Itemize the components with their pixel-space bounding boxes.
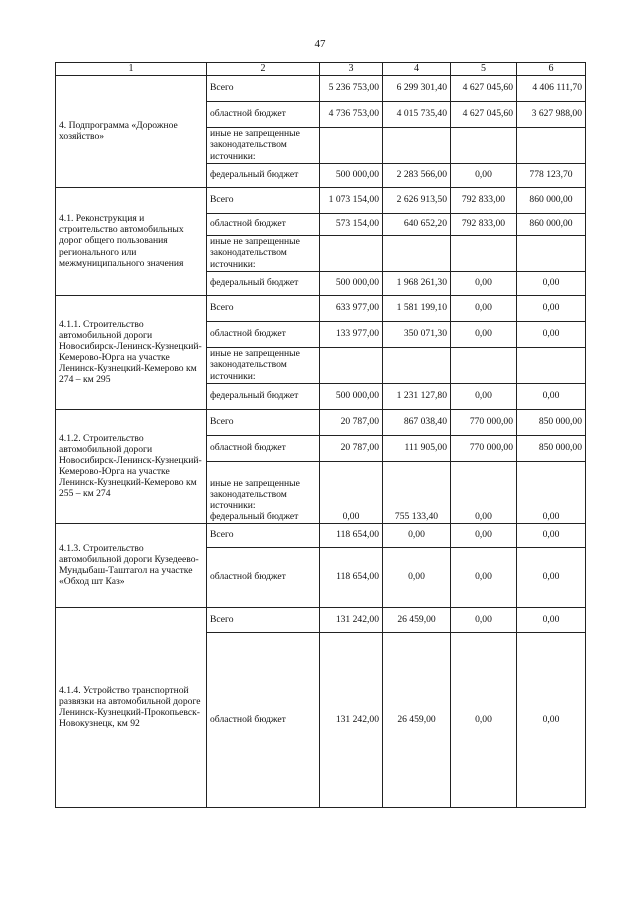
source-total: Всего	[207, 75, 320, 101]
value-cell: 770 000,00	[451, 435, 517, 461]
value-cell: 573 154,00	[320, 213, 383, 235]
table-row	[56, 295, 586, 321]
value-cell: 26 459,00	[383, 632, 451, 807]
table-row	[56, 75, 586, 101]
source-other: иные не запрещенные законодательством источники:	[207, 127, 320, 163]
source-other: иные не запрещенные законодательством источники:	[210, 478, 300, 512]
value-cell: 0,00	[451, 607, 517, 632]
program-name: 4.1.1. Строительство автомобильной дороги Новосибирск-Ленинск-Кузнецкий-Кемерово-Юрга на участке Ленинск-Кузнецкий-Кемерово км 274 – км 295	[59, 318, 202, 386]
value-cell: 0,00	[451, 271, 517, 295]
value-cell: 0,00	[517, 461, 586, 523]
value-cell: 0,00	[451, 295, 517, 321]
value-cell: 500 000,00	[320, 271, 383, 295]
column-header: 2	[207, 63, 320, 76]
value-cell: 0,00	[517, 607, 586, 632]
table-row	[56, 607, 586, 632]
value-cell: 0,00	[383, 523, 451, 547]
source-total: Всего	[207, 607, 320, 632]
value-cell: 118 654,00	[320, 523, 383, 547]
value-cell: 633 977,00	[320, 295, 383, 321]
source-total: Всего	[207, 523, 320, 547]
value-cell: 2 626 913,50	[383, 187, 451, 213]
value-cell: 860 000,00	[517, 213, 586, 235]
value-cell: 0,00	[517, 523, 586, 547]
value-cell: 0,00	[451, 321, 517, 347]
source-federal: федеральный бюджет	[210, 511, 299, 523]
source-other: иные не запрещенные законодательством источники:	[207, 347, 320, 383]
value-cell: 0,00	[517, 271, 586, 295]
column-header: 6	[517, 63, 586, 76]
value-cell: 0,00	[451, 632, 517, 807]
value-cell: 131 242,00	[320, 607, 383, 632]
value-cell: 0,00	[517, 632, 586, 807]
value-cell: 1 968 261,30	[383, 271, 451, 295]
value-cell: 640 652,20	[383, 213, 451, 235]
value-cell: 4 015 735,40	[383, 101, 451, 127]
column-header: 5	[451, 63, 517, 76]
value-cell: 4 627 045,60	[451, 75, 517, 101]
value-cell: 0,00	[451, 461, 517, 523]
value-cell: 755 133,40	[383, 461, 451, 523]
source-total: Всего	[207, 295, 320, 321]
program-name-cell	[56, 187, 207, 295]
value-cell: 0,00	[517, 383, 586, 409]
value-cell: 500 000,00	[320, 163, 383, 187]
program-name-cell	[56, 523, 207, 607]
source-regional: областной бюджет	[207, 213, 320, 235]
program-name: 4.1.3. Строительство автомобильной дороги Кузедеево-Мундыбаш-Таштагол на участке «Обход шт Каз»	[59, 542, 199, 588]
value-cell: 792 833,00	[451, 187, 517, 213]
header-row	[56, 63, 586, 76]
source-regional: областной бюджет	[207, 435, 320, 461]
value-cell: 850 000,00	[517, 409, 586, 435]
value-cell: 778 123,70	[517, 163, 586, 187]
program-name-cell	[56, 607, 207, 807]
value-cell: 118 654,00	[320, 547, 383, 607]
value-cell: 26 459,00	[383, 607, 451, 632]
value-cell: 350 071,30	[383, 321, 451, 347]
value-cell: 6 299 301,40	[383, 75, 451, 101]
program-name: 4.1.4. Устройство транспортной развязки на автомобильной дороге Ленинск-Кузнецкий-Прокопьевск-Новокузнецк, км 92	[59, 684, 201, 730]
source-federal: федеральный бюджет	[207, 163, 320, 187]
source-total: Всего	[207, 409, 320, 435]
value-cell: 792 833,00	[451, 213, 517, 235]
program-name: 4.1. Реконструкция и строительство автомобильных дорог общего пользования регионального или межмуниципального значения	[59, 213, 184, 269]
source-other-federal	[207, 461, 320, 523]
program-name-cell	[56, 295, 207, 409]
value-cell: 867 038,40	[383, 409, 451, 435]
value-cell: 1 073 154,00	[320, 187, 383, 213]
value-cell: 4 627 045,60	[451, 101, 517, 127]
column-header: 1	[56, 63, 207, 76]
value-cell: 4 406 111,70	[517, 75, 586, 101]
value-cell: 0,00	[517, 547, 586, 607]
source-federal: федеральный бюджет	[207, 271, 320, 295]
value-cell: 131 242,00	[320, 632, 383, 807]
value-cell: 20 787,00	[320, 435, 383, 461]
value-cell: 3 627 988,00	[517, 101, 586, 127]
value-cell: 0,00	[517, 295, 586, 321]
column-header: 4	[383, 63, 451, 76]
table-row	[56, 409, 586, 435]
value-cell: 0,00	[383, 547, 451, 607]
source-regional: областной бюджет	[207, 547, 320, 607]
column-header: 3	[320, 63, 383, 76]
value-cell: 0,00	[451, 383, 517, 409]
value-cell: 0,00	[451, 163, 517, 187]
value-cell: 0,00	[451, 523, 517, 547]
table-row	[56, 523, 586, 547]
value-cell: 133 977,00	[320, 321, 383, 347]
table-row	[56, 187, 586, 213]
page-number: 47	[314, 38, 326, 50]
value-cell: 111 905,00	[383, 435, 451, 461]
value-cell: 20 787,00	[320, 409, 383, 435]
value-cell: 5 236 753,00	[320, 75, 383, 101]
value-cell: 4 736 753,00	[320, 101, 383, 127]
source-federal: федеральный бюджет	[207, 383, 320, 409]
source-other: иные не запрещенные законодательством источники:	[207, 235, 320, 271]
value-cell: 2 283 566,00	[383, 163, 451, 187]
value-cell: 500 000,00	[320, 383, 383, 409]
program-name-cell	[56, 75, 207, 187]
value-cell: 770 000,00	[451, 409, 517, 435]
program-name-cell	[56, 409, 207, 523]
program-name: 4. Подпрограмма «Дорожное хозяйство»	[59, 119, 178, 142]
value-cell: 850 000,00	[517, 435, 586, 461]
value-cell: 1 231 127,80	[383, 383, 451, 409]
value-cell: 0,00	[517, 321, 586, 347]
budget-table	[55, 62, 586, 808]
source-regional: областной бюджет	[207, 321, 320, 347]
program-name: 4.1.2. Строительство автомобильной дороги Новосибирск-Ленинск-Кузнецкий-Кемерово-Юрга на участке Ленинск-Кузнецкий-Кемерово км 255 – км 274	[59, 432, 202, 500]
value-cell: 1 581 199,10	[383, 295, 451, 321]
source-regional: областной бюджет	[207, 632, 320, 807]
value-cell: 0,00	[320, 461, 383, 523]
value-cell: 860 000,00	[517, 187, 586, 213]
source-total: Всего	[207, 187, 320, 213]
source-regional: областной бюджет	[207, 101, 320, 127]
value-cell: 0,00	[451, 547, 517, 607]
